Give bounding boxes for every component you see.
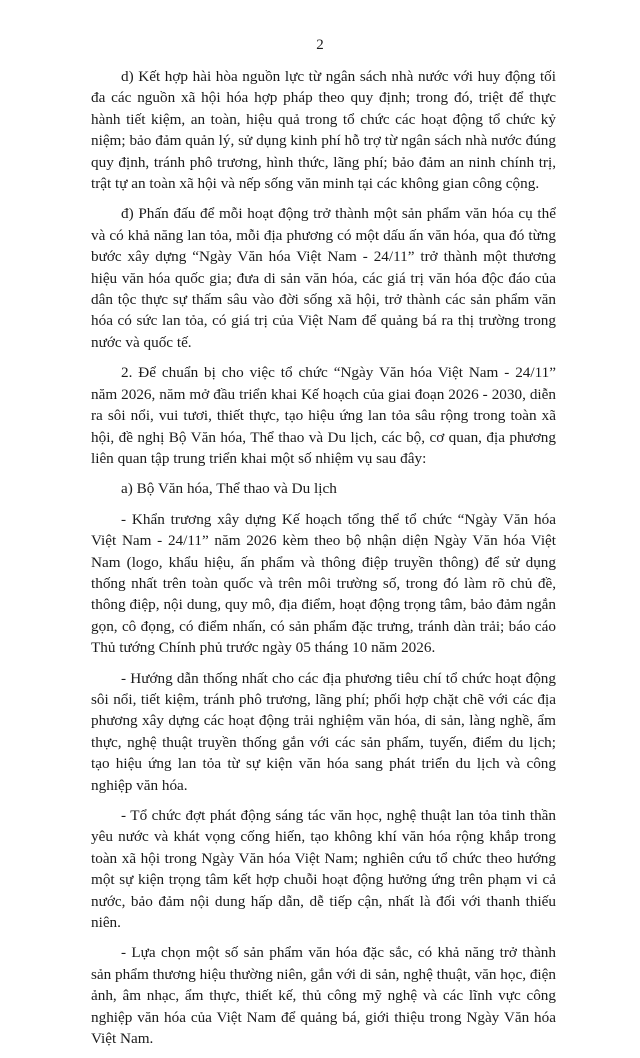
paragraph-select-products: - Lựa chọn một số sản phẩm văn hóa đặc sắc, có khả năng trở thành sản phẩm thương hiệu thường niên, gắn với di sản, nghệ thuật, văn học, điện ảnh, âm nhạc, ẩm thực, thiết kế, thủ công mỹ nghệ và các lĩnh vực công nghiệp văn hóa của Việt Nam để quảng bá, giới thiệu trong Ngày Văn hóa Việt Nam. — [91, 944, 556, 1048]
paragraph-a-ministry-heading: a) Bộ Văn hóa, Thể thao và Du lịch — [121, 480, 337, 498]
paragraph-composition-campaign: - Tổ chức đợt phát động sáng tác văn học, nghệ thuật lan tỏa tinh thần yêu nước và khát vọng cống hiến, tạo không khí văn hóa rộng khắp trong toàn xã hội trong Ngày Văn hóa Việt Nam; nghiên cứu tổ chức theo hướng một sự kiện trọng tâm kết hợp chuỗi hoạt động hưởng ứng trên phạm vi cả nước, bảo đảm nội dung hấp dẫn, dễ tiếp cận, nhất là đối với thanh thiếu niên. — [91, 807, 556, 932]
paragraph-guidance: - Hướng dẫn thống nhất cho các địa phương tiêu chí tổ chức hoạt động sôi nổi, tiết kiệm, tránh phô trương, lãng phí; phối hợp chặt chẽ với các địa phương xây dựng các hoạt động trải nghiệm văn hóa, di sản, làng nghề, ẩm thực, nghệ thuật truyền thống gắn với các sản phẩm, tuyến, điểm du lịch; tạo hiệu ứng lan tỏa từ sự kiện văn hóa sang phát triển du lịch và công nghiệp văn hóa. — [91, 669, 556, 794]
document-body — [91, 66, 556, 1058]
paragraph-d-resources: d) Kết hợp hài hòa nguồn lực từ ngân sách nhà nước với huy động tối đa các nguồn xã hội hóa hợp pháp theo quy định; trong đó, triệt để thực hành tiết kiệm, an toàn, hiệu quả trong tổ chức các hoạt động tổ chức kỷ niệm; bảo đảm quản lý, sử dụng kinh phí hỗ trợ từ ngân sách nhà nước đúng quy định, tránh phô trương, hình thức, lãng phí; bảo đảm an ninh chính trị, trật tự an toàn xã hội và nếp sống văn minh tại các không gian công cộng. — [91, 68, 556, 193]
paragraph-dd-cultural-products: đ) Phấn đấu để mỗi hoạt động trở thành một sản phẩm văn hóa cụ thể và có khả năng lan tỏa, mỗi địa phương có một dấu ấn văn hóa, qua đó từng bước xây dựng “Ngày Văn hóa Việt Nam - 24/11” trở thành một thương hiệu văn hóa quốc gia; đưa di sản văn hóa, các giá trị văn hóa độc đáo của dân tộc thực sự thấm sâu vào đời sống xã hội, trở thành các sản phẩm văn hóa có sức lan tỏa, có giá trị của Việt Nam để quảng bá ra thị trường trong nước và quốc tế. — [91, 205, 556, 351]
paragraph-overall-plan: - Khẩn trương xây dựng Kế hoạch tổng thể tổ chức “Ngày Văn hóa Việt Nam - 24/11” năm 2026 kèm theo bộ nhận diện Ngày Văn hóa Việt Nam (logo, khẩu hiệu, ấn phẩm và thông điệp truyền thông) để sử dụng thống nhất trên toàn quốc và trên môi trường số, trong đó làm rõ chủ đề, thông điệp, nội dung, quy mô, địa điểm, hoạt động trọng tâm, bảo đảm ngắn gọn, cô đọng, có điểm nhấn, có sản phẩm đặc trưng, tránh dàn trải; báo cáo Thủ tướng Chính phủ trước ngày 05 tháng 10 năm 2026. — [91, 510, 556, 657]
page-number: 2 — [316, 37, 324, 53]
paragraph-2-preparation: 2. Để chuẩn bị cho việc tổ chức “Ngày Văn hóa Việt Nam - 24/11” năm 2026, năm mở đầu triển khai Kế hoạch của giai đoạn 2026 - 2030, diễn ra sôi nổi, vui tươi, thiết thực, tạo hiệu ứng lan tỏa sâu rộng trong toàn xã hội, đề nghị Bộ Văn hóa, Thể thao và Du lịch, các bộ, cơ quan, địa phương liên quan tập trung triển khai một số nhiệm vụ sau đây: — [91, 364, 556, 467]
